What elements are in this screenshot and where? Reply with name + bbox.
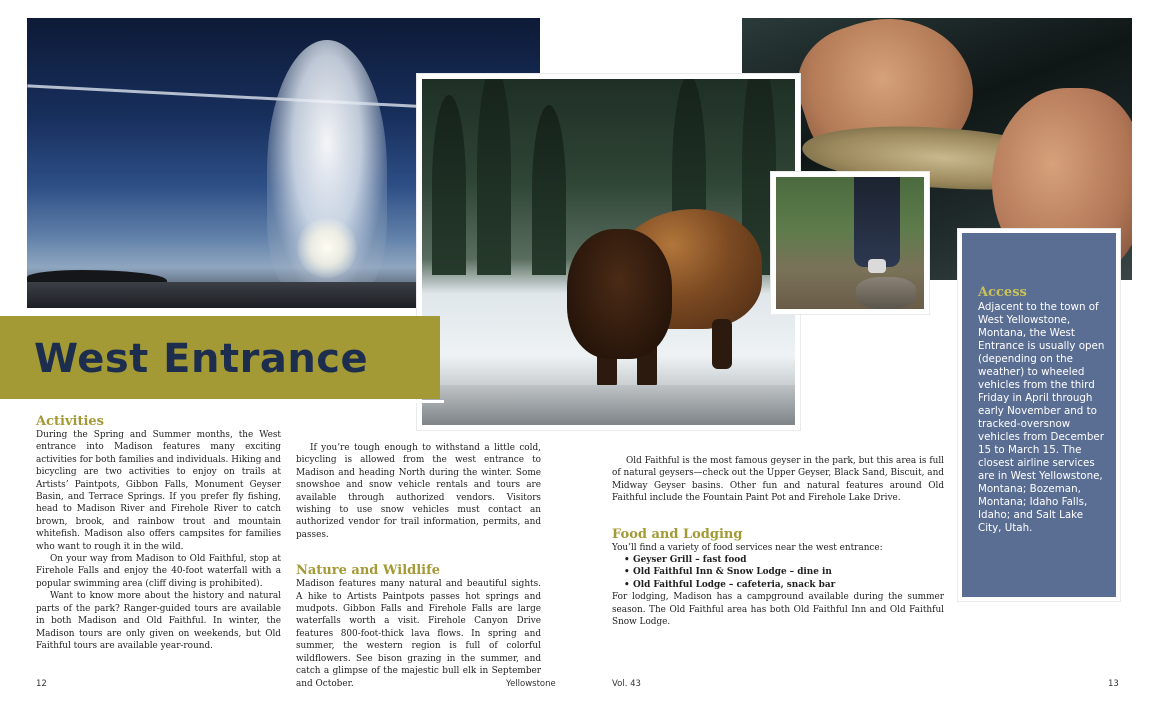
access-sidebar-frame xyxy=(958,229,1120,601)
hiker-photo-frame xyxy=(771,172,929,314)
food-heading: Food and Lodging xyxy=(612,526,743,542)
hiker-shoe xyxy=(868,259,886,273)
sun-glow xyxy=(297,218,357,278)
page-number-left: 12 xyxy=(36,679,47,689)
nature-heading: Nature and Wildlife xyxy=(296,563,440,579)
food-list xyxy=(624,554,944,591)
activities-paragraph-4: If you’re tough enough to withstand a little cold, bicycling is allowed from the west entrance to Madison and heading North during the winter. Some snowshoe and snow vehicle rentals and tours are available through authorized vendors. Visitors wishing to use snow vehicles must contact an authorized vendor for trail information, permits, and passes. xyxy=(296,443,541,540)
column-2 xyxy=(296,442,541,690)
column-1 xyxy=(36,414,281,652)
page-number-right: 13 xyxy=(1108,679,1119,689)
activities-paragraph-3: Want to know more about the history and natural parts of the park? Ranger-guided tours are available in both Madison and Old Faithful. In winter, the Madison tours are only given on weekends, but Old Faithful tours are available year-round. xyxy=(36,591,281,651)
list-item: • Old Faithful Inn & Snow Lodge – dine in xyxy=(624,566,944,578)
column-3 xyxy=(612,455,944,628)
list-item: • Geyser Grill – fast food xyxy=(624,554,944,566)
pine-tree xyxy=(477,79,511,275)
bison-head xyxy=(567,229,672,359)
title-rule xyxy=(0,400,444,403)
running-head-right: Vol. 43 xyxy=(612,679,641,689)
nature-paragraph-1: Madison features many natural and beautiful sights. A hike to Artists Paintpots passes hot springs and mudpots. Gibbon Falls and Firehole Falls are large waterfalls worth a visit. Firehole Canyon Drive features 800-foot-thick lava flows. In spring and summer, the western region is full of colorful wildflowers. See bison grazing in the summer, and catch a glimpse of the majestic bull elk in September and October. xyxy=(296,579,541,689)
pine-tree xyxy=(532,105,566,275)
hiker-legs xyxy=(854,177,900,267)
hiker-photo xyxy=(776,177,924,309)
running-head-left: Yellowstone xyxy=(506,679,556,689)
bison-photo xyxy=(422,79,795,425)
food-paragraph-2: For lodging, Madison has a campground available during the summer season. The Old Faithful area has both Old Faithful Inn and Old Faithful Snow Lodge. xyxy=(612,592,944,628)
nature-paragraph-2: Old Faithful is the most famous geyser in the park, but this area is full of natural geysers—check out the Upper Geyser, Black Sand, Biscuit, and Midway Geyser basins. Other fun and natural features around Old Faithful include the Fountain Paint Pot and Firehole Lake Drive. xyxy=(612,456,944,504)
access-sidebar xyxy=(962,233,1116,597)
list-item: • Old Faithful Lodge – cafeteria, snack bar xyxy=(624,579,944,591)
road xyxy=(422,385,795,425)
access-heading: Access xyxy=(978,285,1027,300)
page-title: West Entrance xyxy=(34,336,369,382)
title-band xyxy=(0,316,440,399)
food-intro: You’ll find a variety of food services near the west entrance: xyxy=(612,542,883,553)
activities-paragraph-1: During the Spring and Summer months, the West entrance into Madison features many exciting activities for both families and individuals. Hiking and bicycling are two activities to enjoy on trails at Artists’ Paintpots, Gibbon Falls, Monument Geyser Basin, and Terrace Springs. If you prefer fly fishing, head to Madison River and Firehole River to catch brown, brook, and rainbow trout and mountain whitefish. Madison also offers campsites for families who want to rough it in the wild. xyxy=(36,430,281,552)
bison-photo-frame xyxy=(417,74,800,430)
bison-leg xyxy=(712,319,732,369)
activities-heading: Activities xyxy=(36,414,104,429)
access-text: Adjacent to the town of West Yellowstone, Montana, the West Entrance is usually open (depending on the weather) to wheeled vehicles from the third Friday in April through early November and to tracked-oversnow vehicles from December 15 to March 15. The closest airline services are in West Yellowstone, Montana; Bozeman, Montana; Idaho Falls, Idaho; and Salt Lake City, Utah. xyxy=(978,301,1105,534)
pine-tree xyxy=(432,95,466,275)
log xyxy=(856,277,916,309)
activities-paragraph-2: On your way from Madison to Old Faithful, stop at Firehole Falls and enjoy the 40-foot waterfall with a popular swimming area (cliff diving is prohibited). xyxy=(36,554,281,589)
